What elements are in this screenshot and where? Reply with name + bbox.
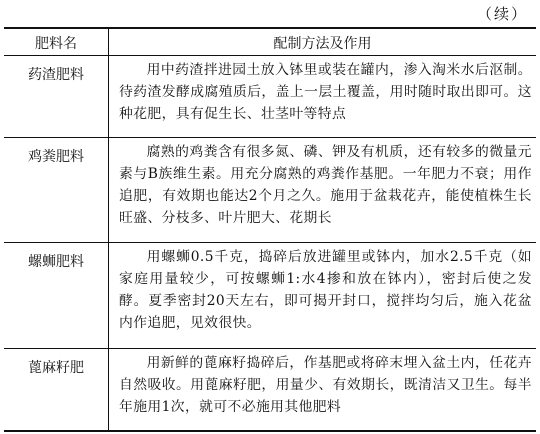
fertilizer-name: 螺蛳肥料 [4, 243, 109, 349]
continued-label: （续） [476, 5, 528, 23]
fertilizer-description: 腐熟的鸡粪含有很多氮、磷、钾及有机质，还有较多的微量元素与B族维生素。用充分腐熟的鸡粪作基肥。一年肥力不衰；用作追肥，有效期也能达2个月之久。施用于盆栽花卉，能使植株生长旺盛、分枝多、叶片肥大、花期长 [109, 138, 537, 243]
header-method-and-effect: 配制方法及作用 [109, 28, 537, 56]
fertilizer-description: 用螺蛳0.5千克，捣碎后放进罐里或钵内，加水2.5千克（如家庭用量较少，可按螺蛳1:水4掺和放在钵内），密封后使之发酵。夏季密封20天左右，即可揭开封口，搅拌均匀后，施入花盆内作追肥，见效很快。 [109, 243, 537, 349]
table-row [4, 56, 536, 138]
table-row [4, 243, 536, 349]
fertilizer-description: 用中药渣拌进园土放入钵里或装在罐内，渗入淘米水后沤制。待药渣发酵成腐殖质后，盖上一层土覆盖，用时随时取出即可。这种花肥，具有促生长、壮茎叶等特点 [109, 56, 537, 138]
fertilizer-name: 蓖麻籽肥 [4, 349, 109, 431]
table-row [4, 138, 536, 243]
fertilizer-table [4, 27, 536, 432]
table-header-row [4, 28, 536, 56]
table-row [4, 349, 536, 431]
header-fertilizer-name: 肥料名 [4, 28, 109, 56]
fertilizer-name: 药渣肥料 [4, 56, 109, 138]
fertilizer-description: 用新鲜的蓖麻籽捣碎后，作基肥或将碎末埋入盆土内，任花卉自然吸收。用蓖麻籽肥，用量少、有效期长，既清洁又卫生。每半年施用1次，就可不必施用其他肥料 [109, 349, 537, 431]
fertilizer-name: 鸡粪肥料 [4, 138, 109, 243]
